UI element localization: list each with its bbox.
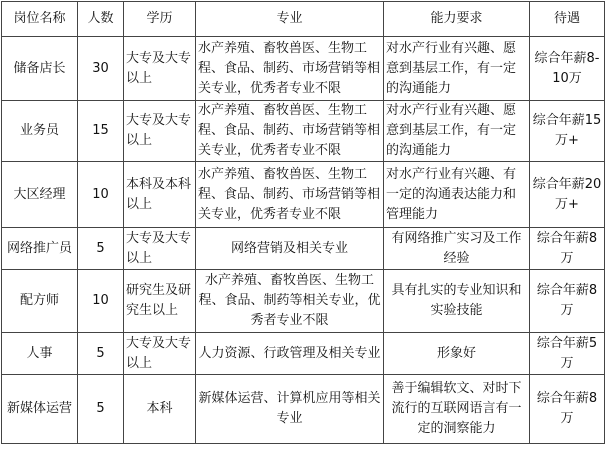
requirement-cell: 对水产行业有兴趣、有一定的沟通表达能力和管理能力 (384, 162, 530, 228)
table-row (2, 375, 605, 444)
requirement-cell: 对水产行业有兴趣、愿意到基层工作，有一定的沟通能力 (384, 37, 530, 101)
header-position: 岗位名称 (2, 2, 78, 37)
header-education: 学历 (124, 2, 196, 37)
major-cell: 水产养殖、畜牧兽医、生物工程、食品、制药、市场营销等相关专业，优秀者专业不限 (196, 162, 384, 228)
major-cell: 人力资源、行政管理及相关专业 (196, 333, 384, 375)
education-cell: 大专及大专以上 (124, 37, 196, 101)
header-count: 人数 (78, 2, 124, 37)
header-salary: 待遇 (530, 2, 605, 37)
education-cell: 本科及本科以上 (124, 162, 196, 228)
position-cell: 配方师 (2, 270, 78, 333)
count-cell: 10 (78, 270, 124, 333)
major-cell: 水产养殖、畜牧兽医、生物工程、食品、制药、市场营销等相关专业，优秀者专业不限 (196, 37, 384, 101)
count-cell: 15 (78, 101, 124, 162)
recruitment-table (1, 1, 605, 444)
requirement-cell: 对水产行业有兴趣、愿意到基层工作，有一定的沟通能力 (384, 101, 530, 162)
position-cell: 储备店长 (2, 37, 78, 101)
salary-cell: 综合年薪8万 (530, 375, 605, 444)
position-cell: 新媒体运营 (2, 375, 78, 444)
table-row (2, 228, 605, 270)
major-cell: 水产养殖、畜牧兽医、生物工程、食品、制药、市场营销等相关专业，优秀者专业不限 (196, 101, 384, 162)
major-cell: 水产养殖、畜牧兽医、生物工程、食品、制药等相关专业，优秀者专业不限 (196, 270, 384, 333)
salary-cell: 综合年薪15万+ (530, 101, 605, 162)
position-cell: 网络推广员 (2, 228, 78, 270)
requirement-cell: 形象好 (384, 333, 530, 375)
count-cell: 30 (78, 37, 124, 101)
salary-cell: 综合年薪5万 (530, 333, 605, 375)
position-cell: 业务员 (2, 101, 78, 162)
salary-cell: 综合年薪8万 (530, 270, 605, 333)
table-row (2, 162, 605, 228)
position-cell: 大区经理 (2, 162, 78, 228)
requirement-cell: 有网络推广实习及工作经验 (384, 228, 530, 270)
header-major: 专业 (196, 2, 384, 37)
count-cell: 10 (78, 162, 124, 228)
table-row (2, 37, 605, 101)
count-cell: 5 (78, 228, 124, 270)
major-cell: 网络营销及相关专业 (196, 228, 384, 270)
count-cell: 5 (78, 333, 124, 375)
education-cell: 大专及大专以上 (124, 333, 196, 375)
requirement-cell: 具有扎实的专业知识和实验技能 (384, 270, 530, 333)
header-row (2, 2, 605, 37)
major-cell: 新媒体运营、计算机应用等相关专业 (196, 375, 384, 444)
requirement-cell: 善于编辑软文、对时下流行的互联网语言有一定的洞察能力 (384, 375, 530, 444)
position-cell: 人事 (2, 333, 78, 375)
education-cell: 研究生及研究生以上 (124, 270, 196, 333)
table-row (2, 333, 605, 375)
salary-cell: 综合年薪8-10万 (530, 37, 605, 101)
education-cell: 大专及大专以上 (124, 101, 196, 162)
salary-cell: 综合年薪8万 (530, 228, 605, 270)
header-requirement: 能力要求 (384, 2, 530, 37)
count-cell: 5 (78, 375, 124, 444)
table-row (2, 101, 605, 162)
education-cell: 大专及大专以上 (124, 228, 196, 270)
salary-cell: 综合年薪20万+ (530, 162, 605, 228)
table-row (2, 270, 605, 333)
education-cell: 本科 (124, 375, 196, 444)
